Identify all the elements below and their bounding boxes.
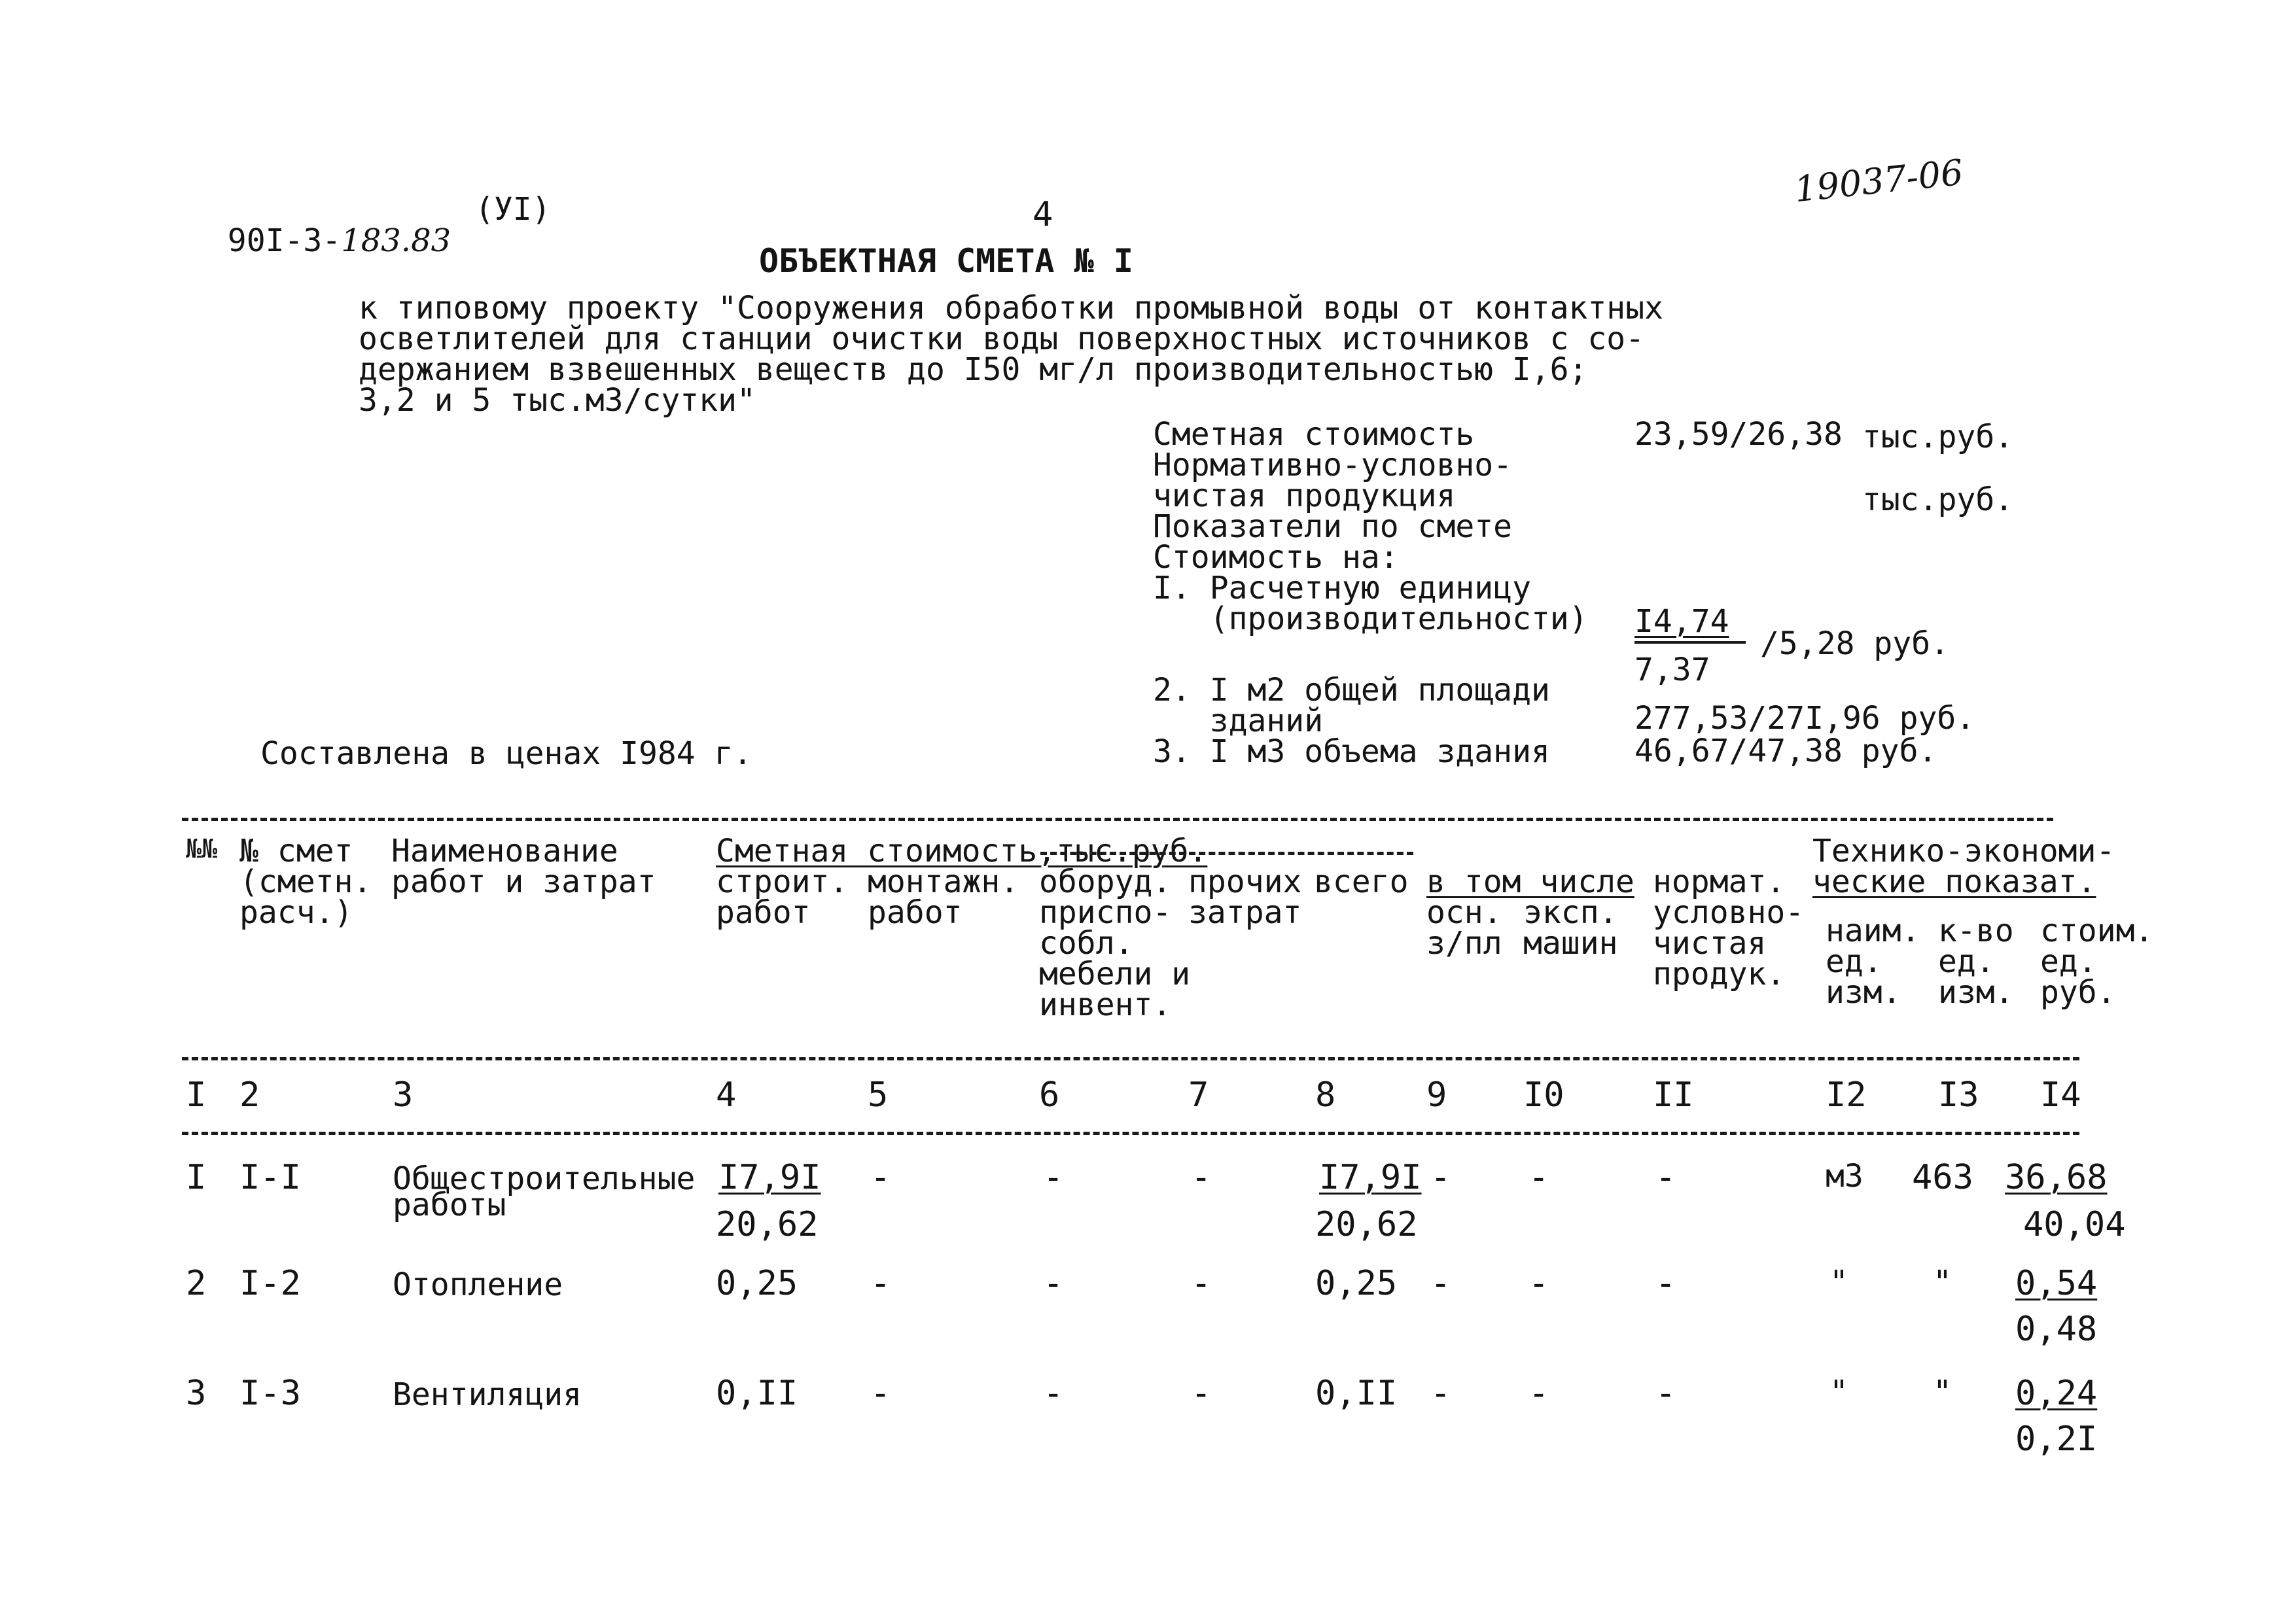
row-1-unit: м3 bbox=[1826, 1158, 1863, 1195]
cost-on-label: Стоимость на: bbox=[1153, 539, 1399, 576]
row-1-code: I-I bbox=[239, 1158, 301, 1197]
colnum-8: 8 bbox=[1315, 1075, 1336, 1115]
colnum-4: 4 bbox=[716, 1075, 737, 1115]
row-3-total: 0,II bbox=[1315, 1374, 1398, 1413]
document-code bbox=[190, 194, 451, 259]
document-code-printed: 90I-3- bbox=[227, 222, 342, 259]
project-description-line-2: осветлителей для станции очистки воды поверхностных источников с со- bbox=[359, 321, 1645, 357]
row-1-build-bottom: 20,62 bbox=[716, 1205, 819, 1244]
normative-product-unit: тыс.руб. bbox=[1862, 481, 2014, 518]
header-col-13-line-2: ед. bbox=[1938, 943, 1995, 980]
row-2-total: 0,25 bbox=[1315, 1264, 1398, 1303]
row-2-normative: - bbox=[1655, 1264, 1676, 1303]
header-col-2-line-3: расч.) bbox=[239, 894, 353, 931]
row-1-wage: - bbox=[1430, 1158, 1451, 1197]
row-2-code: I-2 bbox=[239, 1264, 301, 1303]
indicator-1-label-line-1: I. Расчетную единицу bbox=[1153, 570, 1531, 606]
row-3-unit-cost-bottom: 0,2I bbox=[2015, 1420, 2098, 1459]
project-description-line-1: к типовому проекту "Сооружения обработки промывной воды от контактных bbox=[359, 290, 1663, 326]
row-3-equip: - bbox=[1043, 1374, 1064, 1413]
header-col-6-line-5: инвент. bbox=[1039, 986, 1172, 1023]
header-col-6-line-3: собл. bbox=[1039, 925, 1134, 962]
row-2-name: Отопление bbox=[393, 1266, 563, 1303]
colnum-2: 2 bbox=[239, 1075, 260, 1115]
normative-product-label-line-2: чистая продукция bbox=[1153, 478, 1456, 514]
indicator-1-denominator: 7,37 bbox=[1634, 652, 1710, 688]
row-3-build: 0,II bbox=[716, 1374, 798, 1413]
header-col-7-line-2: затрат bbox=[1188, 894, 1302, 931]
colnum-5: 5 bbox=[868, 1075, 889, 1115]
row-1-unit-cost-bottom: 40,04 bbox=[2023, 1205, 2126, 1244]
header-col-2-line-1: № смет bbox=[239, 833, 353, 869]
colnum-10: I0 bbox=[1523, 1075, 1564, 1115]
header-col-10-line-2: машин bbox=[1523, 925, 1618, 962]
row-2-machine: - bbox=[1528, 1264, 1549, 1303]
header-col-9-line-1: осн. bbox=[1426, 894, 1502, 931]
indicator-3-label: 3. I м3 объема здания bbox=[1153, 733, 1550, 770]
header-col-4-line-2: работ bbox=[716, 894, 811, 931]
row-3-normative: - bbox=[1655, 1374, 1676, 1413]
header-col-2-line-2: (сметн. bbox=[239, 864, 372, 900]
row-3-num: 3 bbox=[186, 1374, 207, 1413]
row-1-unit-cost-top: 36,68 bbox=[2005, 1158, 2108, 1197]
header-col-4-line-1: строит. bbox=[716, 864, 849, 900]
row-1-other: - bbox=[1191, 1158, 1212, 1197]
row-3-wage: - bbox=[1430, 1374, 1451, 1413]
page-number: 4 bbox=[1033, 195, 1053, 234]
indicator-1-value-rest: /5,28 руб. bbox=[1760, 625, 1949, 662]
header-group-tech-line-1: Технико-экономи- bbox=[1812, 833, 2115, 869]
colnum-7: 7 bbox=[1188, 1075, 1209, 1115]
indicator-1-fraction-bar bbox=[1634, 641, 1746, 644]
row-3-other: - bbox=[1191, 1374, 1212, 1413]
row-2-wage: - bbox=[1430, 1264, 1451, 1303]
row-1-total-bottom: 20,62 bbox=[1315, 1205, 1418, 1244]
header-col-11-line-1: нормат. bbox=[1653, 864, 1786, 900]
row-2-qty: " bbox=[1933, 1264, 1952, 1300]
row-1-qty: 463 bbox=[1912, 1158, 1973, 1197]
colnum-12: I2 bbox=[1826, 1075, 1867, 1115]
project-description-line-3: держанием взвешенных веществ до I50 мг/л производительностью I,6; bbox=[359, 351, 1588, 388]
estimated-cost-value: 23,59/26,38 bbox=[1634, 416, 1843, 453]
header-col-13-line-3: изм. bbox=[1938, 974, 2014, 1011]
estimated-cost-unit: тыс.руб. bbox=[1862, 419, 2014, 455]
indicator-2-label-line-1: 2. I м2 общей площади bbox=[1153, 672, 1550, 708]
header-col-8: всего bbox=[1314, 864, 1409, 900]
header-col-3-line-2: работ и затрат bbox=[391, 864, 656, 900]
header-col-9-line-2: з/пл bbox=[1426, 925, 1502, 962]
row-3-name: Вентиляция bbox=[393, 1376, 582, 1413]
colnum-bottom-rule bbox=[182, 1132, 2079, 1135]
header-group-including: в том числе bbox=[1426, 864, 1634, 900]
document-title: ОБЪЕКТНАЯ СМЕТА № I bbox=[759, 242, 1133, 280]
header-col-7-line-1: прочих bbox=[1188, 864, 1302, 900]
header-group-tech-line-2: ческие показат. bbox=[1812, 864, 2096, 900]
row-2-equip: - bbox=[1043, 1264, 1064, 1303]
indicator-1-numerator: I4,74 bbox=[1634, 603, 1729, 640]
row-2-unit-cost-bottom: 0,48 bbox=[2015, 1310, 2098, 1349]
header-col-11-line-2: условно- bbox=[1653, 894, 1805, 931]
header-col-5-line-1: монтажн. bbox=[868, 864, 1019, 900]
row-1-equip: - bbox=[1043, 1158, 1064, 1197]
row-3-unit: " bbox=[1829, 1374, 1848, 1410]
indicator-1-label-line-2: (производительности) bbox=[1153, 601, 1588, 637]
indicator-2-label-line-2: зданий bbox=[1153, 703, 1324, 739]
row-1-name-line-2: работы bbox=[393, 1187, 506, 1223]
indicators-label: Показатели по смете bbox=[1153, 508, 1513, 545]
header-col-6-line-1: оборуд. bbox=[1039, 864, 1172, 900]
header-col-5-line-2: работ bbox=[868, 894, 963, 931]
row-2-mount: - bbox=[870, 1264, 891, 1303]
header-col-11-line-4: продук. bbox=[1653, 956, 1786, 992]
colnum-6: 6 bbox=[1039, 1075, 1060, 1115]
row-3-unit-cost-top: 0,24 bbox=[2015, 1374, 2098, 1413]
row-3-code: I-3 bbox=[239, 1374, 301, 1413]
table-top-rule bbox=[182, 818, 2053, 821]
colnum-3: 3 bbox=[393, 1075, 414, 1115]
header-bottom-rule bbox=[182, 1057, 2079, 1060]
header-col-12-line-1: наим. bbox=[1826, 913, 1920, 949]
header-col-10-line-1: эксп. bbox=[1523, 894, 1618, 931]
row-3-qty: " bbox=[1933, 1374, 1952, 1410]
row-2-build: 0,25 bbox=[716, 1264, 798, 1303]
colnum-1: I bbox=[186, 1075, 207, 1115]
row-1-machine: - bbox=[1528, 1158, 1549, 1197]
header-col-14-line-2: ед. bbox=[2040, 943, 2097, 980]
header-col-14-line-3: руб. bbox=[2040, 974, 2116, 1011]
price-level-note: Составлена в ценах I984 г. bbox=[260, 735, 752, 772]
colnum-9: 9 bbox=[1426, 1075, 1447, 1115]
row-2-unit-cost-top: 0,54 bbox=[2015, 1264, 2098, 1303]
project-description-line-4: 3,2 и 5 тыс.м3/сутки" bbox=[359, 382, 756, 419]
row-3-mount: - bbox=[870, 1374, 891, 1413]
row-1-build-top: I7,9I bbox=[718, 1158, 821, 1197]
estimated-cost-label: Сметная стоимость bbox=[1153, 416, 1475, 453]
header-col-11-line-3: чистая bbox=[1653, 925, 1767, 962]
header-col-14-line-1: стоим. bbox=[2040, 913, 2154, 949]
header-col-6-line-2: приспо- bbox=[1039, 894, 1172, 931]
indicator-2-value: 277,53/27I,96 руб. bbox=[1634, 700, 1975, 737]
row-3-machine: - bbox=[1528, 1374, 1549, 1413]
header-col-6-line-4: мебели и bbox=[1039, 956, 1191, 992]
document-code-handwritten: 183.83 bbox=[341, 222, 451, 259]
header-col-1: №№ bbox=[186, 834, 218, 864]
normative-product-label-line-1: Нормативно-условно- bbox=[1153, 447, 1513, 483]
row-1-normative: - bbox=[1655, 1158, 1676, 1197]
header-col-3-line-1: Наименование bbox=[391, 833, 618, 869]
header-col-12-line-2: ед. bbox=[1826, 943, 1882, 980]
colnum-13: I3 bbox=[1938, 1075, 1979, 1115]
colnum-14: I4 bbox=[2040, 1075, 2081, 1115]
row-1-total-top: I7,9I bbox=[1319, 1158, 1422, 1197]
row-2-other: - bbox=[1191, 1264, 1212, 1303]
header-group-estimated-cost: Сметная стоимость,тыс.руб. bbox=[716, 833, 1208, 869]
album-number: (УI) bbox=[475, 191, 551, 228]
indicator-3-value: 46,67/47,38 руб. bbox=[1634, 733, 1937, 769]
handwritten-inventory-number: 19037-06 bbox=[1792, 151, 1966, 211]
colnum-11: II bbox=[1653, 1075, 1694, 1115]
row-1-num: I bbox=[186, 1158, 207, 1197]
row-1-mount: - bbox=[870, 1158, 891, 1197]
row-2-unit: " bbox=[1829, 1264, 1848, 1300]
row-1-name-line-1: Общестроительные bbox=[393, 1161, 696, 1197]
header-col-12-line-3: изм. bbox=[1826, 974, 1901, 1011]
header-group-cost-rule bbox=[1040, 852, 1413, 855]
header-col-13-line-1: к-во bbox=[1938, 913, 2014, 949]
row-2-num: 2 bbox=[186, 1264, 207, 1303]
